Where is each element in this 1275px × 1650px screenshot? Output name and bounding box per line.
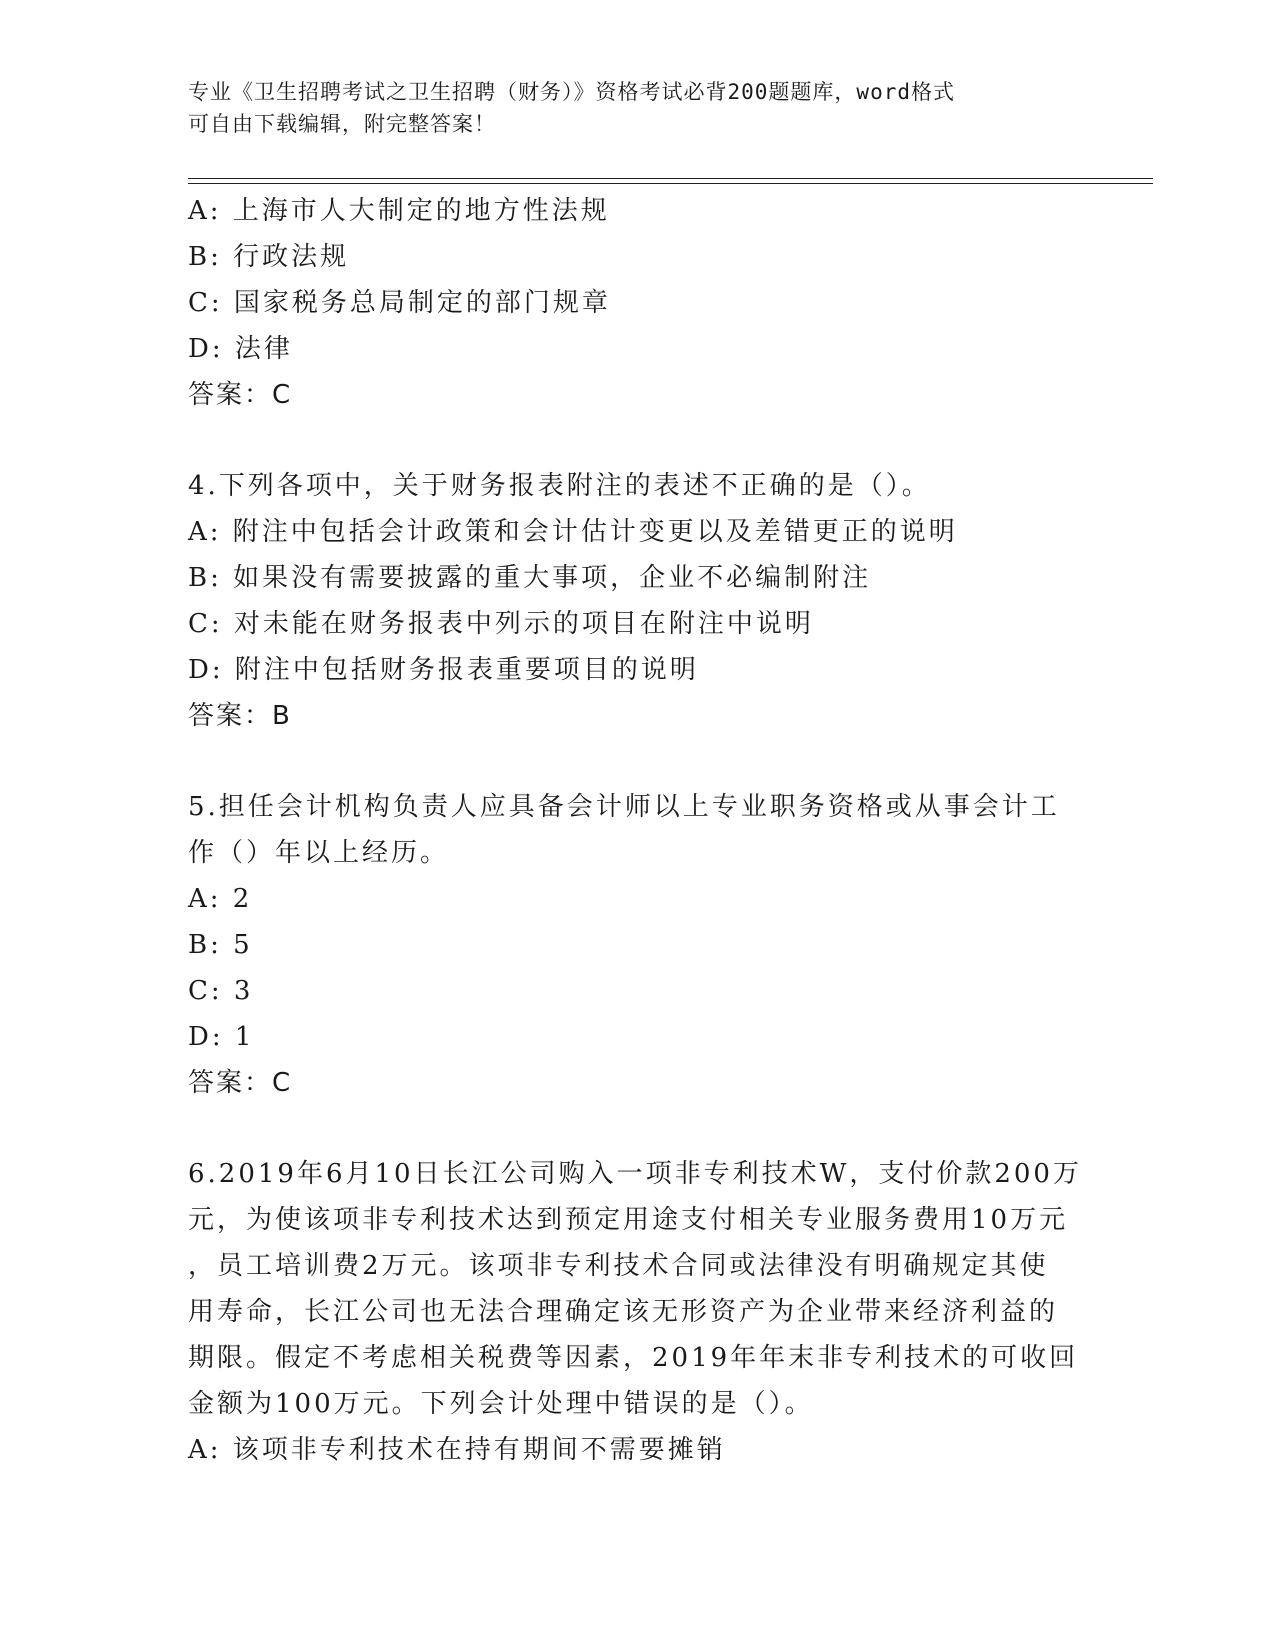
option-b: B: 行政法规 xyxy=(188,242,350,272)
question-stem: 6.2019年6月10日长江公司购入一项非专利技术W，支付价款200万 xyxy=(188,1159,1082,1189)
option-b: B: 5 xyxy=(188,930,253,960)
question-4 xyxy=(188,463,1068,739)
question-3 xyxy=(188,188,1068,418)
answer: 答案：C xyxy=(188,380,293,410)
spacer xyxy=(188,1106,1068,1151)
header-line-1: 专业《卫生招聘考试之卫生招聘（财务）》资格考试必背200题题库，word格式 xyxy=(188,80,955,104)
option-c: C: 国家税务总局制定的部门规章 xyxy=(188,288,611,318)
question-6 xyxy=(188,1151,1082,1473)
option-a: A: 附注中包括会计政策和会计估计变更以及差错更正的说明 xyxy=(188,517,958,547)
question-stem: 元，为使该项非专利技术达到预定用途支付相关专业服务费用10万元 xyxy=(188,1205,1069,1235)
option-d: D: 1 xyxy=(188,1022,255,1052)
header-divider-top xyxy=(188,178,1153,179)
spacer xyxy=(188,739,1068,784)
question-stem: ，员工培训费2万元。该项非专利技术合同或法律没有明确规定其使 xyxy=(188,1251,1049,1281)
question-content xyxy=(188,188,1082,1473)
question-stem: 期限。假定不考虑相关税费等因素，2019年年末非专利技术的可收回 xyxy=(188,1343,1079,1373)
option-a: A: 该项非专利技术在持有期间不需要摊销 xyxy=(188,1435,726,1465)
question-5 xyxy=(188,784,1068,1106)
question-stem: 作（）年以上经历。 xyxy=(188,838,450,868)
header-line-2: 可自由下载编辑，附完整答案！ xyxy=(188,112,496,136)
document-header xyxy=(188,76,1068,140)
option-d: D: 附注中包括财务报表重要项目的说明 xyxy=(188,655,699,685)
question-stem: 4.下列各项中，关于财务报表附注的表述不正确的是（）。 xyxy=(188,471,931,501)
option-c: C: 对未能在财务报表中列示的项目在附注中说明 xyxy=(188,609,814,639)
option-c: C: 3 xyxy=(188,976,254,1006)
option-a: A: 上海市人大制定的地方性法规 xyxy=(188,196,610,226)
question-stem: 用寿命，长江公司也无法合理确定该无形资产为企业带来经济利益的 xyxy=(188,1297,1059,1327)
answer: 答案：B xyxy=(188,701,292,731)
option-a: A: 2 xyxy=(188,884,253,914)
answer: 答案：C xyxy=(188,1068,293,1098)
option-b: B: 如果没有需要披露的重大事项，企业不必编制附注 xyxy=(188,563,872,593)
header-divider-bottom xyxy=(188,183,1153,184)
option-d: D: 法律 xyxy=(188,334,293,364)
question-stem: 金额为100万元。下列会计处理中错误的是（）。 xyxy=(188,1389,814,1419)
spacer xyxy=(188,418,1068,463)
question-stem: 5.担任会计机构负责人应具备会计师以上专业职务资格或从事会计工 xyxy=(188,792,1060,822)
